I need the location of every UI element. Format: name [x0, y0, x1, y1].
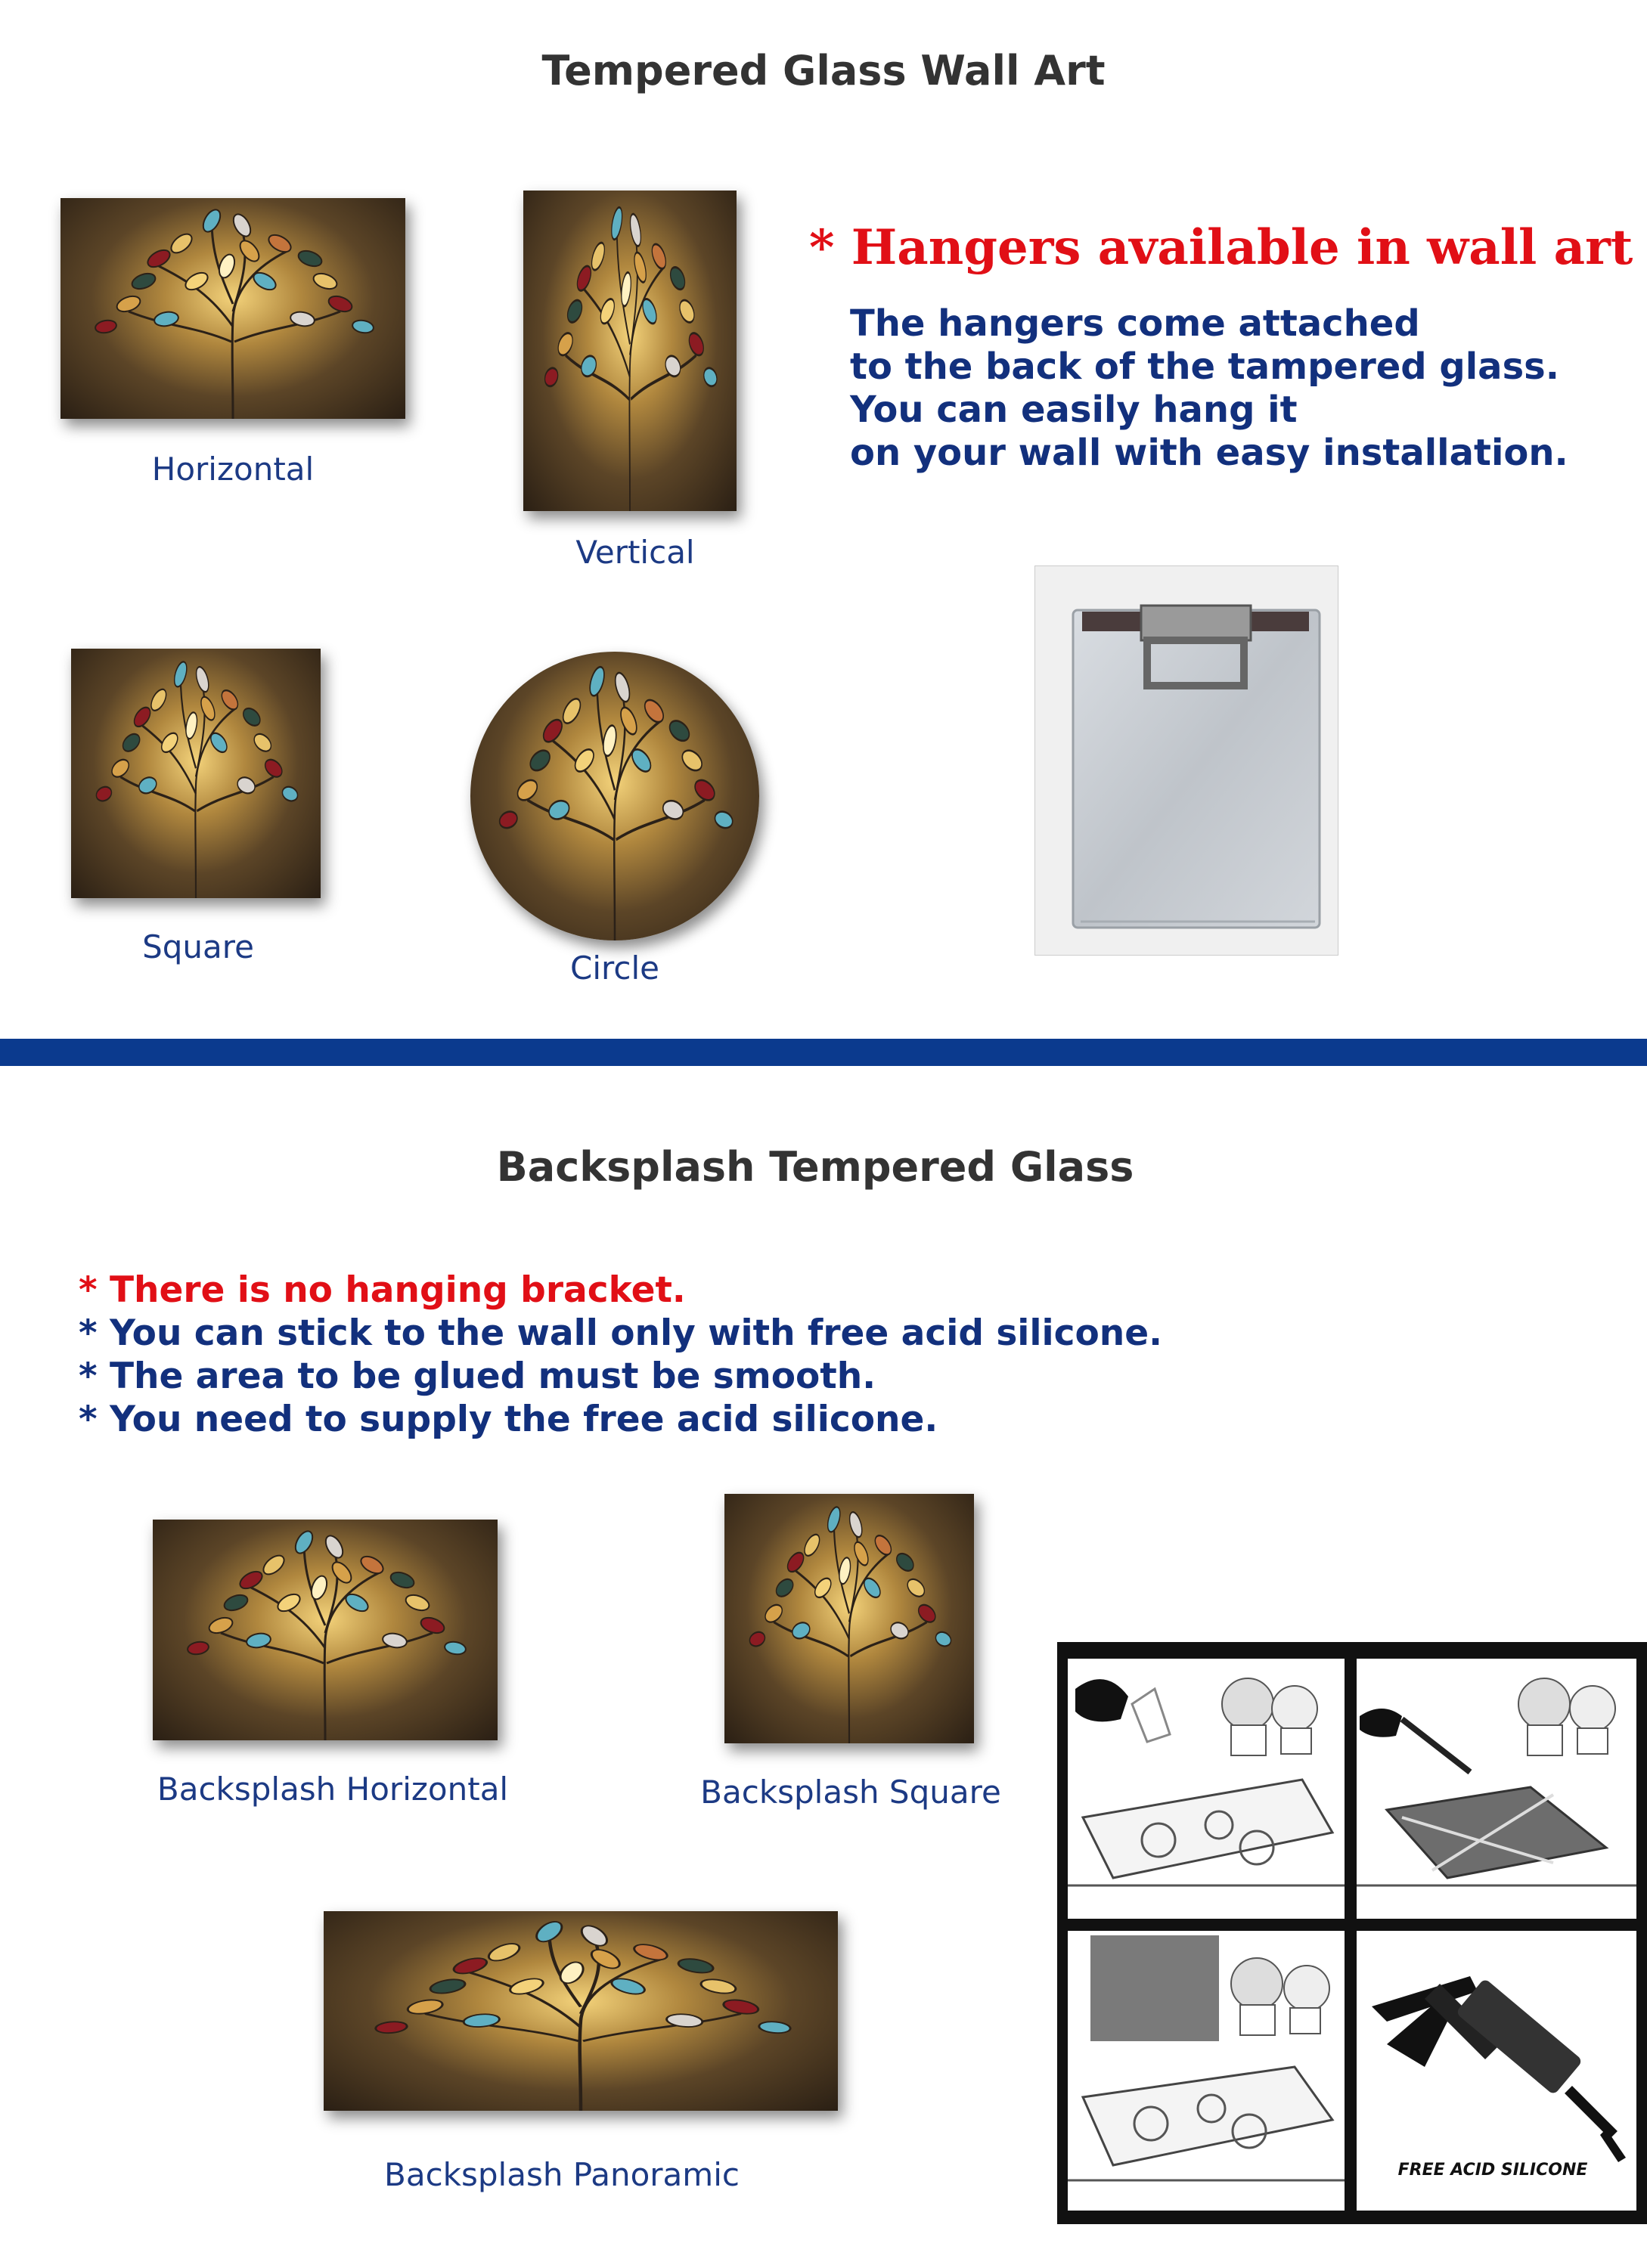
hangers-line-3: You can easily hang it [850, 389, 1298, 431]
hangers-line-2: to the back of the tampered glass. [850, 345, 1559, 388]
caption-backsplash-horizontal: Backsplash Horizontal [157, 1771, 509, 1808]
hanger-photo [1034, 565, 1338, 956]
wall-art-title: Tempered Glass Wall Art [541, 47, 1106, 94]
kitchen-sketch [1068, 1659, 1345, 1919]
backsplash-note-1: * There is no hanging bracket. [79, 1269, 686, 1311]
tree-illustration [71, 649, 321, 898]
caption-backsplash-panoramic: Backsplash Panoramic [384, 2156, 740, 2193]
kitchen-sketch [1357, 1659, 1636, 1919]
caption-circle: Circle [570, 950, 659, 987]
backsplash-note-3: * The area to be glued must be smooth. [79, 1356, 876, 1397]
backsplash-title: Backsplash Tempered Glass [496, 1143, 1134, 1191]
backsplash-square-image [724, 1494, 974, 1743]
hangers-line-1: The hangers come attached [850, 302, 1420, 345]
tree-illustration [60, 198, 405, 419]
step-panel-4 [1357, 1931, 1636, 2211]
backsplash-panoramic-image [324, 1911, 838, 2111]
caption-backsplash-square: Backsplash Square [700, 1774, 1001, 1811]
hangers-line-4: on your wall with easy installation. [850, 432, 1568, 474]
art-vertical-image [523, 191, 737, 511]
art-circle-image [470, 652, 759, 940]
backsplash-horizontal-image [153, 1520, 498, 1740]
hanger-bracket-illustration [1035, 566, 1338, 955]
caption-square: Square [142, 928, 254, 965]
installation-steps [1057, 1642, 1647, 2224]
art-square-image [71, 649, 321, 898]
art-horizontal-image [60, 198, 405, 419]
backsplash-note-2: * You can stick to the wall only with free acid silicone. [79, 1312, 1162, 1354]
tree-illustration [470, 652, 759, 940]
step-panel-3 [1068, 1931, 1345, 2211]
step-panel-2 [1357, 1659, 1636, 1919]
kitchen-sketch [1068, 1931, 1345, 2211]
caption-vertical: Vertical [575, 534, 695, 571]
step-panel-1 [1068, 1659, 1345, 1919]
tree-illustration [724, 1494, 974, 1743]
backsplash-note-4: * You need to supply the free acid silicone. [79, 1399, 938, 1440]
tree-illustration [153, 1520, 498, 1740]
hangers-heading: * Hangers available in wall art [809, 219, 1633, 276]
tree-illustration [324, 1911, 838, 2111]
silicone-label: FREE ACID SILICONE [1397, 2161, 1588, 2180]
caption-horizontal: Horizontal [151, 451, 315, 488]
section-divider [0, 1039, 1647, 1066]
tree-illustration [523, 191, 737, 511]
